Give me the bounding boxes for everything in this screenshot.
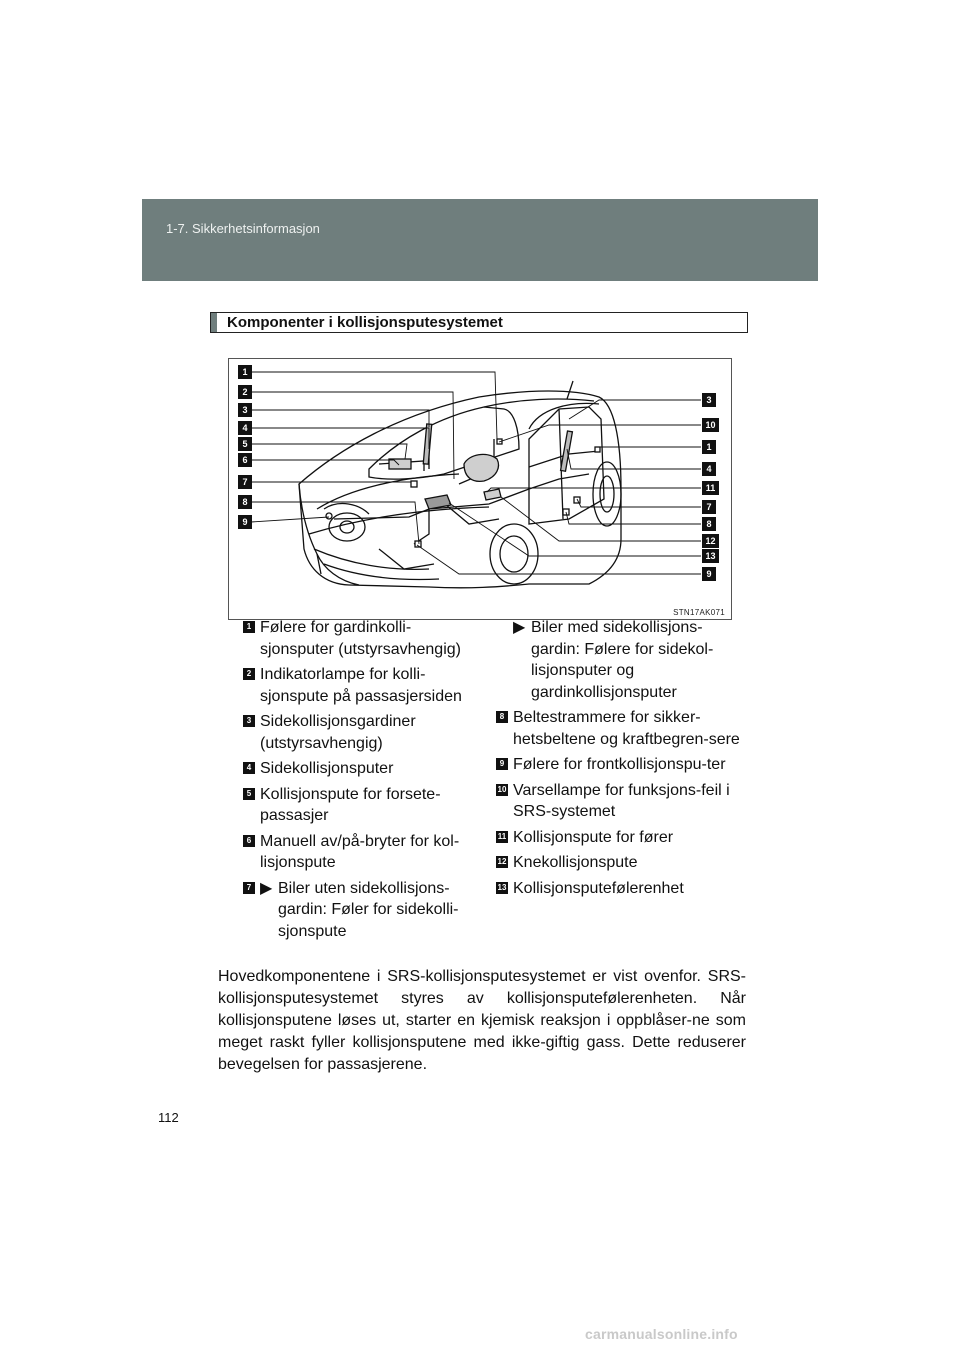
section-accent-bar (211, 313, 217, 332)
diagram-label: 11 (702, 481, 719, 495)
legend-number: 1 (243, 621, 255, 633)
section-title: Komponenter i kollisjonsputesystemet (227, 314, 503, 331)
legend-text: Biler med sidekollisjons-gardin: Følere for sidekol-lisjonsputer og gardinkollisjonsputer (531, 619, 714, 701)
section-breadcrumb: 1-7. Sikkerhetsinformasjon (166, 221, 320, 236)
legend-number: 3 (243, 715, 255, 727)
legend-left-column (243, 617, 483, 946)
diagram-label: 8 (238, 495, 252, 509)
legend-text: Beltestrammere for sikker-hetsbeltene og kraftbegren-sere (513, 709, 740, 748)
diagram-label: 10 (702, 418, 719, 432)
legend-item (496, 878, 746, 900)
legend-text: Kollisjonsputefølerenhet (513, 879, 684, 897)
legend-text: Følere for frontkollisjonspu-ter (513, 756, 726, 773)
legend-right-column (496, 617, 746, 903)
legend-text: Varsellampe for funksjons-feil i SRS-systemet (513, 781, 730, 820)
legend-item (496, 707, 746, 750)
diagram-label: 3 (238, 403, 252, 417)
diagram-label: 7 (238, 475, 252, 489)
legend-subitem (513, 617, 746, 703)
legend-number: 2 (243, 668, 255, 680)
legend-number: 9 (496, 758, 508, 770)
diagram-label: 1 (702, 440, 716, 454)
triangle-bullet-icon: ▶ (513, 619, 526, 636)
car-illustration (229, 359, 733, 621)
legend-number: 8 (496, 711, 508, 723)
diagram-label: 9 (238, 515, 252, 529)
diagram-label: 3 (702, 393, 716, 407)
legend-item (496, 617, 746, 703)
diagram-label: 2 (238, 385, 252, 399)
legend-text: Sidekollisjonsgardiner (utstyrsavhengig) (260, 713, 416, 752)
diagram-label: 4 (238, 421, 252, 435)
legend-number: 5 (243, 788, 255, 800)
diagram-label: 9 (702, 567, 716, 581)
legend-text: Kollisjonspute for fører (513, 828, 674, 846)
legend-item (243, 878, 483, 943)
watermark: carmanualsonline.info (585, 1326, 738, 1342)
legend-item (496, 754, 746, 776)
legend-item (243, 711, 483, 754)
diagram-label: 7 (702, 500, 716, 514)
diagram-label: 13 (702, 549, 719, 563)
legend-item (496, 827, 746, 849)
diagram-code: STN17AK071 (673, 608, 725, 617)
legend-text: Indikatorlampe for kolli-sjonspute på passasjersiden (260, 666, 462, 705)
triangle-bullet-icon: ▶ (260, 879, 273, 897)
legend-number: 11 (497, 831, 507, 841)
diagram-label: 8 (702, 517, 716, 531)
legend-number: 4 (243, 762, 255, 774)
diagram-label: 4 (702, 462, 716, 476)
legend-item (243, 664, 483, 707)
header-band (142, 199, 818, 281)
legend-item (243, 831, 483, 874)
legend-item (243, 758, 483, 780)
diagram-label: 5 (238, 437, 252, 451)
diagram-label: 1 (238, 365, 252, 379)
legend-text: Sidekollisjonsputer (260, 760, 394, 777)
legend-item (243, 784, 483, 827)
legend-subitem (260, 878, 483, 943)
diagram-label: 6 (238, 453, 252, 467)
legend-item (496, 852, 746, 874)
section-title-box (210, 312, 748, 333)
legend-number: 13 (497, 882, 507, 892)
legend-text: Manuell av/på-bryter for kol-lisjonspute (260, 832, 460, 871)
legend-number: 6 (243, 835, 255, 847)
legend-text: Knekollisjonspute (513, 854, 638, 871)
legend-text: Biler uten sidekollisjons-gardin: Føler for sidekolli-sjonspute (278, 879, 459, 940)
legend-number: 12 (497, 857, 507, 866)
legend-text: Følere for gardinkolli-sjonsputer (utstyrsavhengig) (260, 619, 461, 658)
page-number: 112 (158, 1110, 179, 1125)
body-paragraph: Hovedkomponentene i SRS-kollisjonsputesystemet er vist ovenfor. SRS-kollisjonsputesystemet styres av kollisjonsputefølerenheten. Når kollisjonsputene løses ut, starter en kjemisk reaksjon i oppblåser-ne som meget raskt fyller kollisjonsputene med ikke-giftig gass. Dette reduserer bevegelsen for passasjerene. (218, 968, 746, 1073)
diagram-label: 12 (702, 534, 719, 548)
legend-number: 10 (497, 784, 507, 794)
legend-text: Kollisjonspute for forsete-passasjer (260, 785, 441, 824)
legend-item (496, 780, 746, 823)
airbag-diagram (228, 358, 732, 620)
legend-number: 7 (243, 882, 255, 894)
legend-item (243, 617, 483, 660)
